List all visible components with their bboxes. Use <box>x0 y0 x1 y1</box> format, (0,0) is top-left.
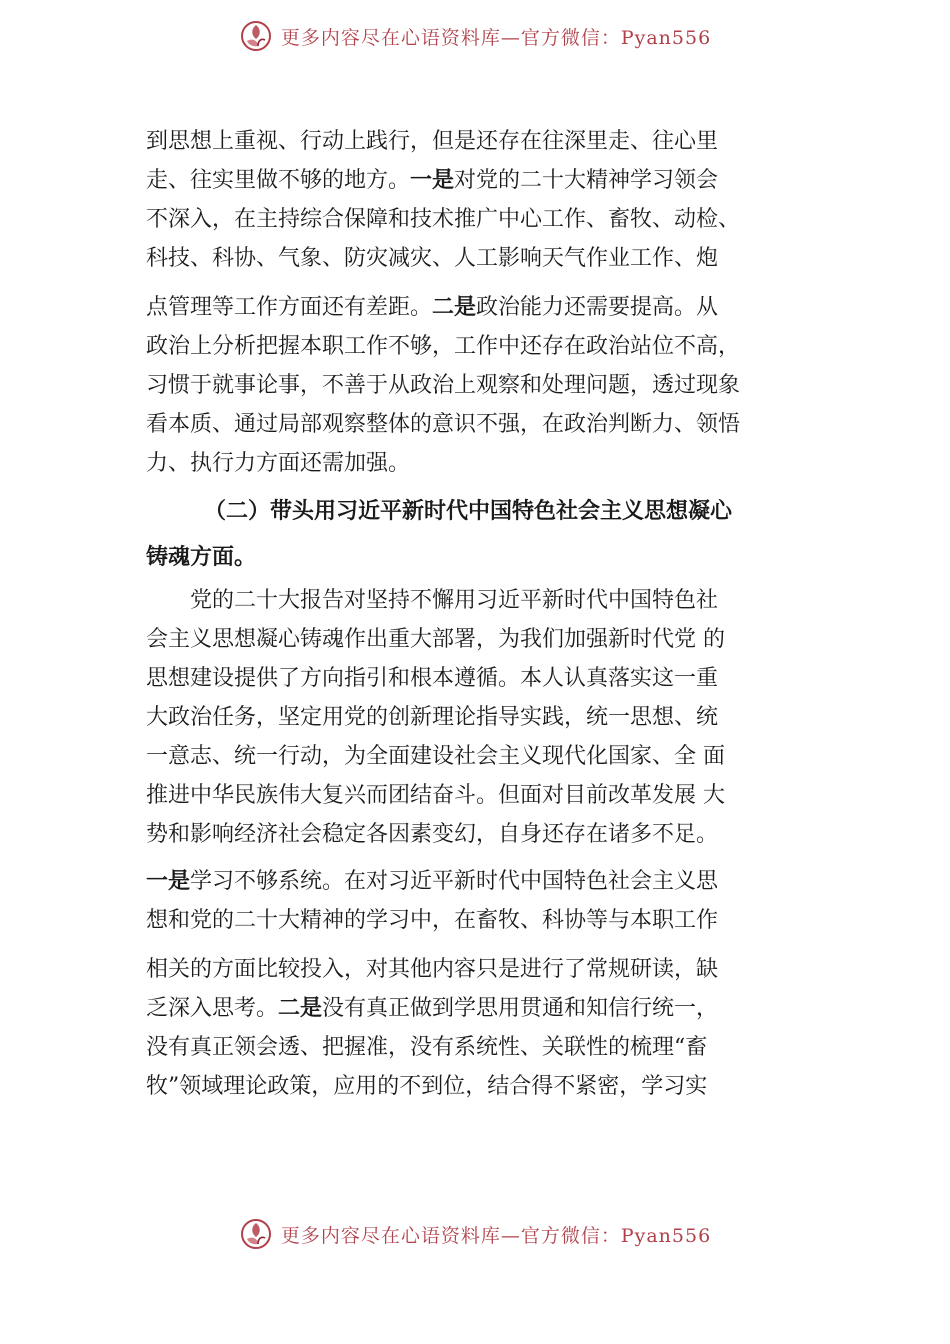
paragraph-3 <box>146 862 846 1106</box>
text-segment: 点管理等工作方面还有差距。 <box>146 295 433 320</box>
text-segment: 对党的二十大精神学习领会 <box>454 168 719 193</box>
text-segment: 推进中华民族伟大复兴而团结奋斗。但面对目前改革发展 大 <box>146 783 725 808</box>
text-segment: 党的二十大报告对坚持不懈用习近平新时代中国特色社 <box>190 588 719 613</box>
text-line <box>146 444 846 483</box>
text-line <box>146 737 846 776</box>
text-segment: 习惯于就事论事，不善于从政治上观察和处理问题，透过现象 <box>146 373 741 398</box>
emphasis-text: 一是 <box>146 869 191 894</box>
text-segment: 力、执行力方面还需加强。 <box>146 451 411 476</box>
text-line <box>146 620 846 659</box>
section-heading: （二）带头用习近平新时代中国特色社会主义思想凝心 <box>204 499 733 524</box>
section-heading-continued: 铸魂方面。 <box>146 545 257 570</box>
text-segment: 思想建设提供了方向指引和根本遵循。本人认真落实这一重 <box>146 666 719 691</box>
text-line <box>146 698 846 737</box>
text-segment: 看本质、通过局部观察整体的意识不强，在政治判断力、领悟 <box>146 412 741 437</box>
text-line <box>146 200 846 239</box>
text-segment: 走、往实里做不够的地方。 <box>146 168 411 193</box>
banner-text: 更多内容尽在心语资料库—官方微信：Pyan556 <box>280 1224 712 1247</box>
text-line <box>146 122 846 161</box>
text-line <box>146 288 846 327</box>
emphasis-text: 一是 <box>410 168 455 193</box>
paragraph-2 <box>146 581 846 854</box>
text-line <box>146 776 846 815</box>
text-segment: 乏深入思考。 <box>146 996 279 1021</box>
text-line <box>146 161 846 200</box>
text-segment: 不深入，在主持综合保障和技术推广中心工作、畜牧、动检、 <box>146 207 741 232</box>
text-line <box>146 659 846 698</box>
text-line <box>146 405 846 444</box>
text-segment: 会主义思想凝心铸魂作出重大部署，为我们加强新时代党 的 <box>146 627 725 652</box>
flower-logo-icon <box>239 1217 273 1251</box>
text-line <box>146 1028 846 1067</box>
emphasis-text: 二是 <box>432 295 477 320</box>
text-line <box>146 327 846 366</box>
footer-banner <box>0 1214 950 1254</box>
text-segment: 政治能力还需要提高。从 <box>476 295 719 320</box>
text-segment: 没有真正领会透、把握准，没有系统性、关联性的梳理“畜 <box>146 1035 708 1060</box>
document-body <box>146 122 846 1106</box>
text-segment: 牧”领域理论政策，应用的不到位，结合得不紧密，学习实 <box>146 1074 708 1099</box>
text-segment: 势和影响经济社会稳定各因素变幻，自身还存在诸多不足。 <box>146 822 719 847</box>
text-segment: 相关的方面比较投入，对其他内容只是进行了常规研读，缺 <box>146 957 719 982</box>
banner-text: 更多内容尽在心语资料库—官方微信：Pyan556 <box>280 26 712 49</box>
text-segment: 没有真正做到学思用贯通和知信行统一， <box>322 996 719 1021</box>
text-line <box>146 366 846 405</box>
emphasis-text: 二是 <box>278 996 323 1021</box>
text-line <box>146 950 846 989</box>
text-line <box>146 815 846 854</box>
text-line <box>146 901 846 940</box>
text-line <box>146 239 846 278</box>
text-segment: 一意志、统一行动，为全面建设社会主义现代化国家、全 面 <box>146 744 725 769</box>
text-segment: 科技、科协、气象、防灾减灾、人工影响天气作业工作、炮 <box>146 246 719 271</box>
text-segment: 政治上分析把握本职工作不够，工作中还存在政治站位不高， <box>146 334 741 359</box>
text-segment: 到思想上重视、行动上践行，但是还存在往深里走、往心里 <box>146 129 719 154</box>
text-line <box>146 989 846 1028</box>
text-segment: 学习不够系统。在对习近平新时代中国特色社会主义思 <box>190 869 719 894</box>
header-banner <box>0 16 950 56</box>
text-segment: 大政治任务，坚定用党的创新理论指导实践，统一思想、统 <box>146 705 719 730</box>
paragraph-1 <box>146 122 846 483</box>
text-line <box>146 1067 846 1106</box>
flower-logo-icon <box>239 19 273 53</box>
text-line <box>146 862 846 901</box>
text-segment: 想和党的二十大精神的学习中，在畜牧、科协等与本职工作 <box>146 908 719 933</box>
text-line <box>146 581 846 620</box>
